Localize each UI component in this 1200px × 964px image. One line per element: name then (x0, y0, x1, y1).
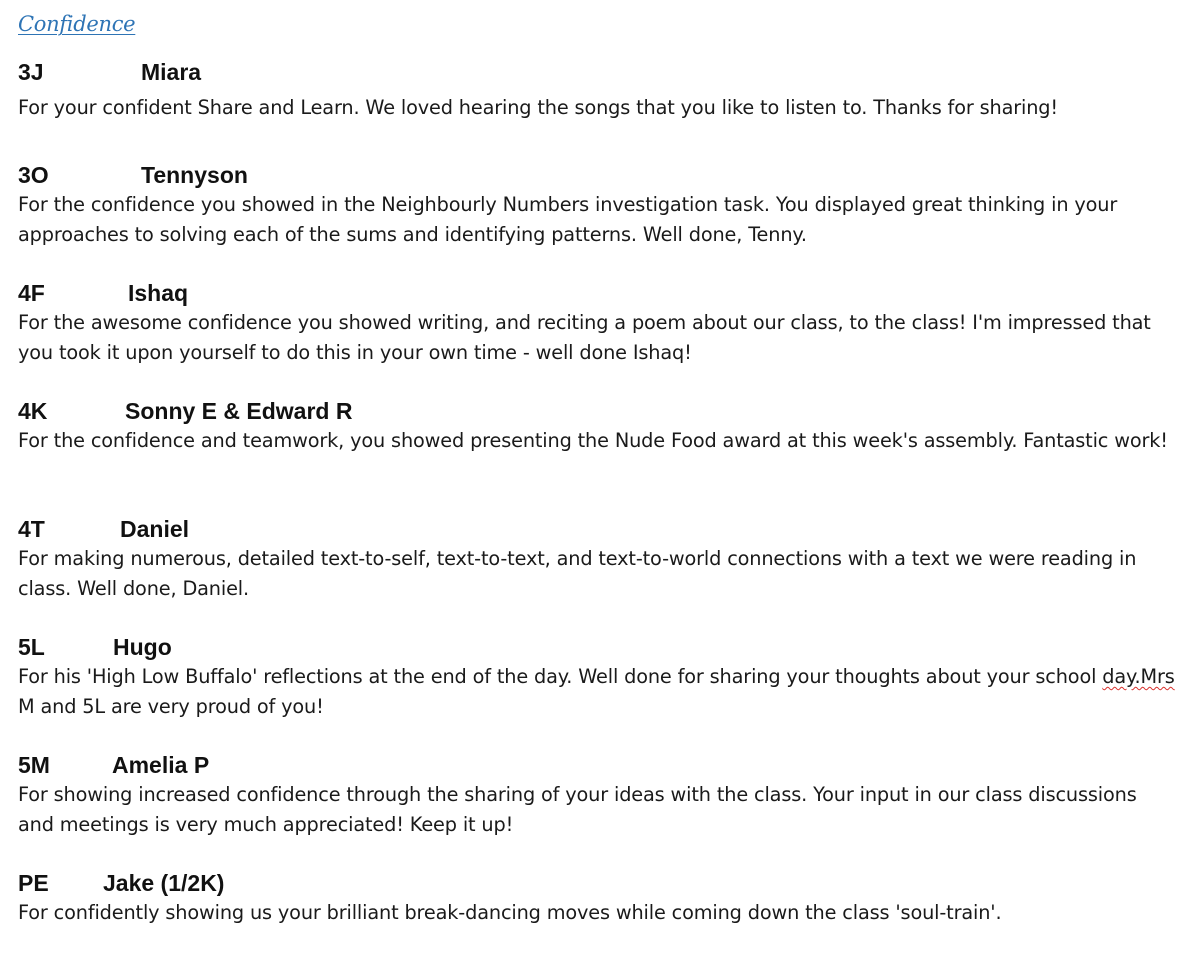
class-code: 3O (18, 162, 49, 188)
class-code: 5L (18, 634, 45, 660)
award-reason: For showing increased confidence through the sharing of your ideas with the class. Your input in our class discussions and meetings is very much appreciated! Keep it up! (18, 783, 1137, 836)
award-reason: For the confidence and teamwork, you showed presenting the Nude Food award at this week's assembly. Fantastic work! (18, 429, 1168, 452)
class-code: 3J (18, 59, 44, 85)
award-entry-4f (18, 278, 1178, 367)
class-code: 4F (18, 280, 45, 306)
award-reason: For confidently showing us your brilliant break-dancing moves while coming down the class 'soul-train'. (18, 901, 1002, 924)
student-name: Ishaq (128, 280, 189, 306)
student-name: Miara (141, 59, 202, 85)
award-reason: For the awesome confidence you showed writing, and reciting a poem about our class, to the class! I'm impressed that you took it upon yourself to do this in your own time - well done Ishaq! (18, 311, 1151, 364)
entry-header (18, 278, 1178, 308)
entry-header (18, 868, 1178, 898)
student-name: Amelia P (112, 752, 210, 778)
award-reason: For making numerous, detailed text-to-self, text-to-text, and text-to-world connections with a text we were reading in class. Well done, Daniel. (18, 547, 1137, 600)
entry-header (18, 160, 1178, 190)
entry-header (18, 514, 1178, 544)
reason-text-end: M and 5L are very proud of you! (18, 694, 324, 718)
class-code: 5M (18, 752, 50, 778)
entry-header (18, 750, 1178, 780)
class-code: 4T (18, 516, 45, 542)
award-entry-3j (18, 57, 1178, 123)
award-entry-pe (18, 868, 1178, 928)
class-code: 4K (18, 398, 48, 424)
student-name: Hugo (113, 634, 172, 660)
award-entry-3o (18, 160, 1178, 249)
award-reason (18, 662, 1178, 721)
student-name: Tennyson (141, 162, 248, 188)
award-entry-5m (18, 750, 1178, 839)
confidence-heading-link[interactable]: Confidence (18, 12, 136, 36)
award-reason: For your confident Share and Learn. We loved hearing the songs that you like to listen to. Thanks for sharing! (18, 96, 1058, 119)
student-name: Daniel (120, 516, 190, 542)
entry-header (18, 632, 1178, 662)
student-name: Jake (1/2K) (103, 870, 225, 896)
award-entry-4t (18, 514, 1178, 603)
student-name: Sonny E & Edward R (125, 398, 353, 424)
spellcheck-flagged-word[interactable]: day.Mrs (1102, 665, 1175, 688)
class-code: PE (18, 870, 49, 896)
document-page (18, 10, 1178, 924)
award-entry-5l (18, 632, 1178, 721)
award-entry-4k (18, 396, 1178, 456)
entry-header (18, 396, 1178, 426)
entry-header (18, 57, 1178, 87)
reason-text-start: For his 'High Low Buffalo' reflections at the end of the day. Well done for sharing your thoughts about your school (18, 665, 1103, 688)
award-reason: For the confidence you showed in the Neighbourly Numbers investigation task. You displayed great thinking in your approaches to solving each of the sums and identifying patterns. Well done, Tenny. (18, 193, 1118, 246)
